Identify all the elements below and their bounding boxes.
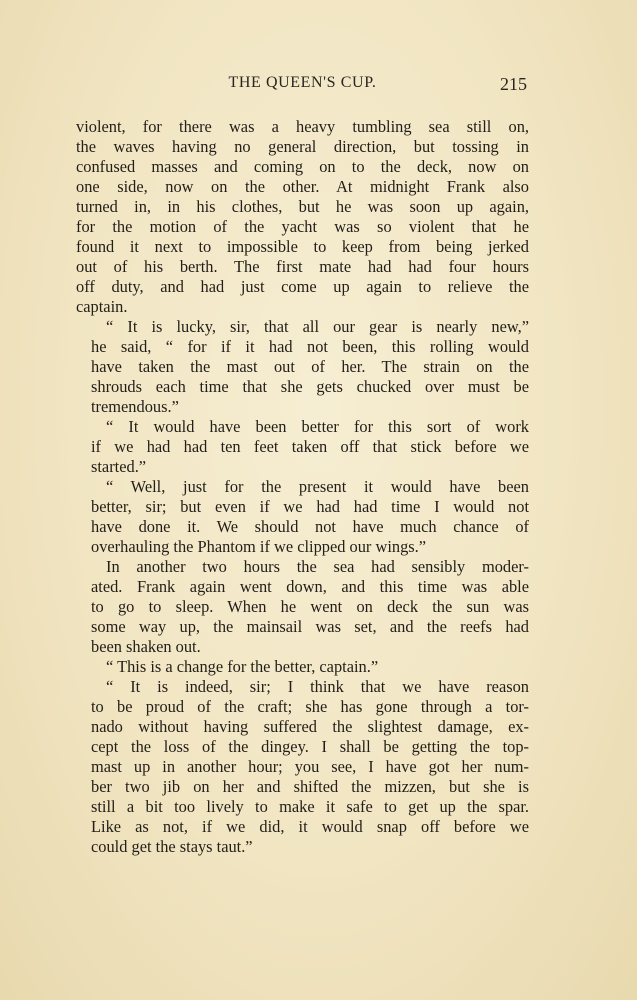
text-line: found it next to impossible to keep from being jerked	[76, 237, 529, 256]
text-line: violent, for there was a heavy tumbling sea still on,	[76, 117, 529, 136]
text-line: started.”	[91, 457, 147, 476]
page-number: 215	[500, 74, 527, 94]
text-line: Like as not, if we did, it would snap off before we	[91, 817, 529, 836]
body-text	[76, 117, 529, 857]
text-line: better, sir; but even if we had had time I would not	[91, 497, 529, 516]
paragraph	[76, 557, 529, 657]
text-line: “ It is lucky, sir, that all our gear is nearly new,”	[106, 317, 529, 336]
text-line: overhauling the Phantom if we clipped our wings.”	[91, 537, 427, 556]
page-header	[76, 74, 529, 102]
text-line: “ It is indeed, sir; I think that we have reason	[106, 677, 529, 696]
text-line: mast up in another hour; you see, I have got her num-	[91, 757, 529, 776]
text-line: confused masses and coming on to the deck, now on	[76, 157, 529, 176]
text-line: the waves having no general direction, but tossing in	[76, 137, 529, 156]
text-line: one side, now on the other. At midnight Frank also	[76, 177, 529, 196]
text-line: have taken the mast out of her. The strain on the	[91, 357, 529, 376]
text-line: have done it. We should not have much chance of	[91, 517, 529, 536]
text-line: to be proud of the craft; she has gone through a tor-	[91, 697, 529, 716]
text-line: off duty, and had just come up again to relieve the	[76, 277, 529, 296]
paragraph	[76, 317, 529, 417]
text-line: “ It would have been better for this sort of work	[106, 417, 529, 436]
text-line: tremendous.”	[91, 397, 179, 416]
text-line: “ Well, just for the present it would have been	[106, 477, 529, 496]
text-line: In another two hours the sea had sensibly moder-	[106, 557, 529, 576]
text-line: been shaken out.	[91, 637, 201, 656]
text-line: cept the loss of the dingey. I shall be getting the top-	[91, 737, 529, 756]
text-line: ated. Frank again went down, and this time was able	[91, 577, 529, 596]
text-line: turned in, in his clothes, but he was soon up again,	[76, 197, 529, 216]
text-line: out of his berth. The first mate had had four hours	[76, 257, 529, 276]
running-title: THE QUEEN'S CUP.	[228, 74, 377, 91]
paragraph	[76, 477, 529, 557]
text-line: some way up, the mainsail was set, and the reefs had	[91, 617, 529, 636]
text-line: captain.	[76, 297, 128, 316]
text-line: ber two jib on her and shifted the mizzen, but she is	[91, 777, 529, 796]
text-line: to go to sleep. When he went on deck the sun was	[91, 597, 529, 616]
text-line: still a bit too lively to make it safe to get up the spar.	[91, 797, 529, 816]
text-line: could get the stays taut.”	[91, 837, 253, 856]
paragraph	[76, 417, 529, 477]
text-line: for the motion of the yacht was so violent that he	[76, 217, 529, 236]
text-line: if we had had ten feet taken off that stick before we	[91, 437, 529, 456]
paragraph	[76, 677, 529, 857]
paragraph	[76, 117, 529, 317]
text-line: nado without having suffered the slightest damage, ex-	[91, 717, 529, 736]
text-line: shrouds each time that she gets chucked over must be	[91, 377, 529, 396]
text-line: he said, “ for if it had not been, this rolling would	[91, 337, 529, 356]
text-line: “ This is a change for the better, captain.”	[106, 657, 379, 676]
paragraph	[76, 657, 529, 677]
